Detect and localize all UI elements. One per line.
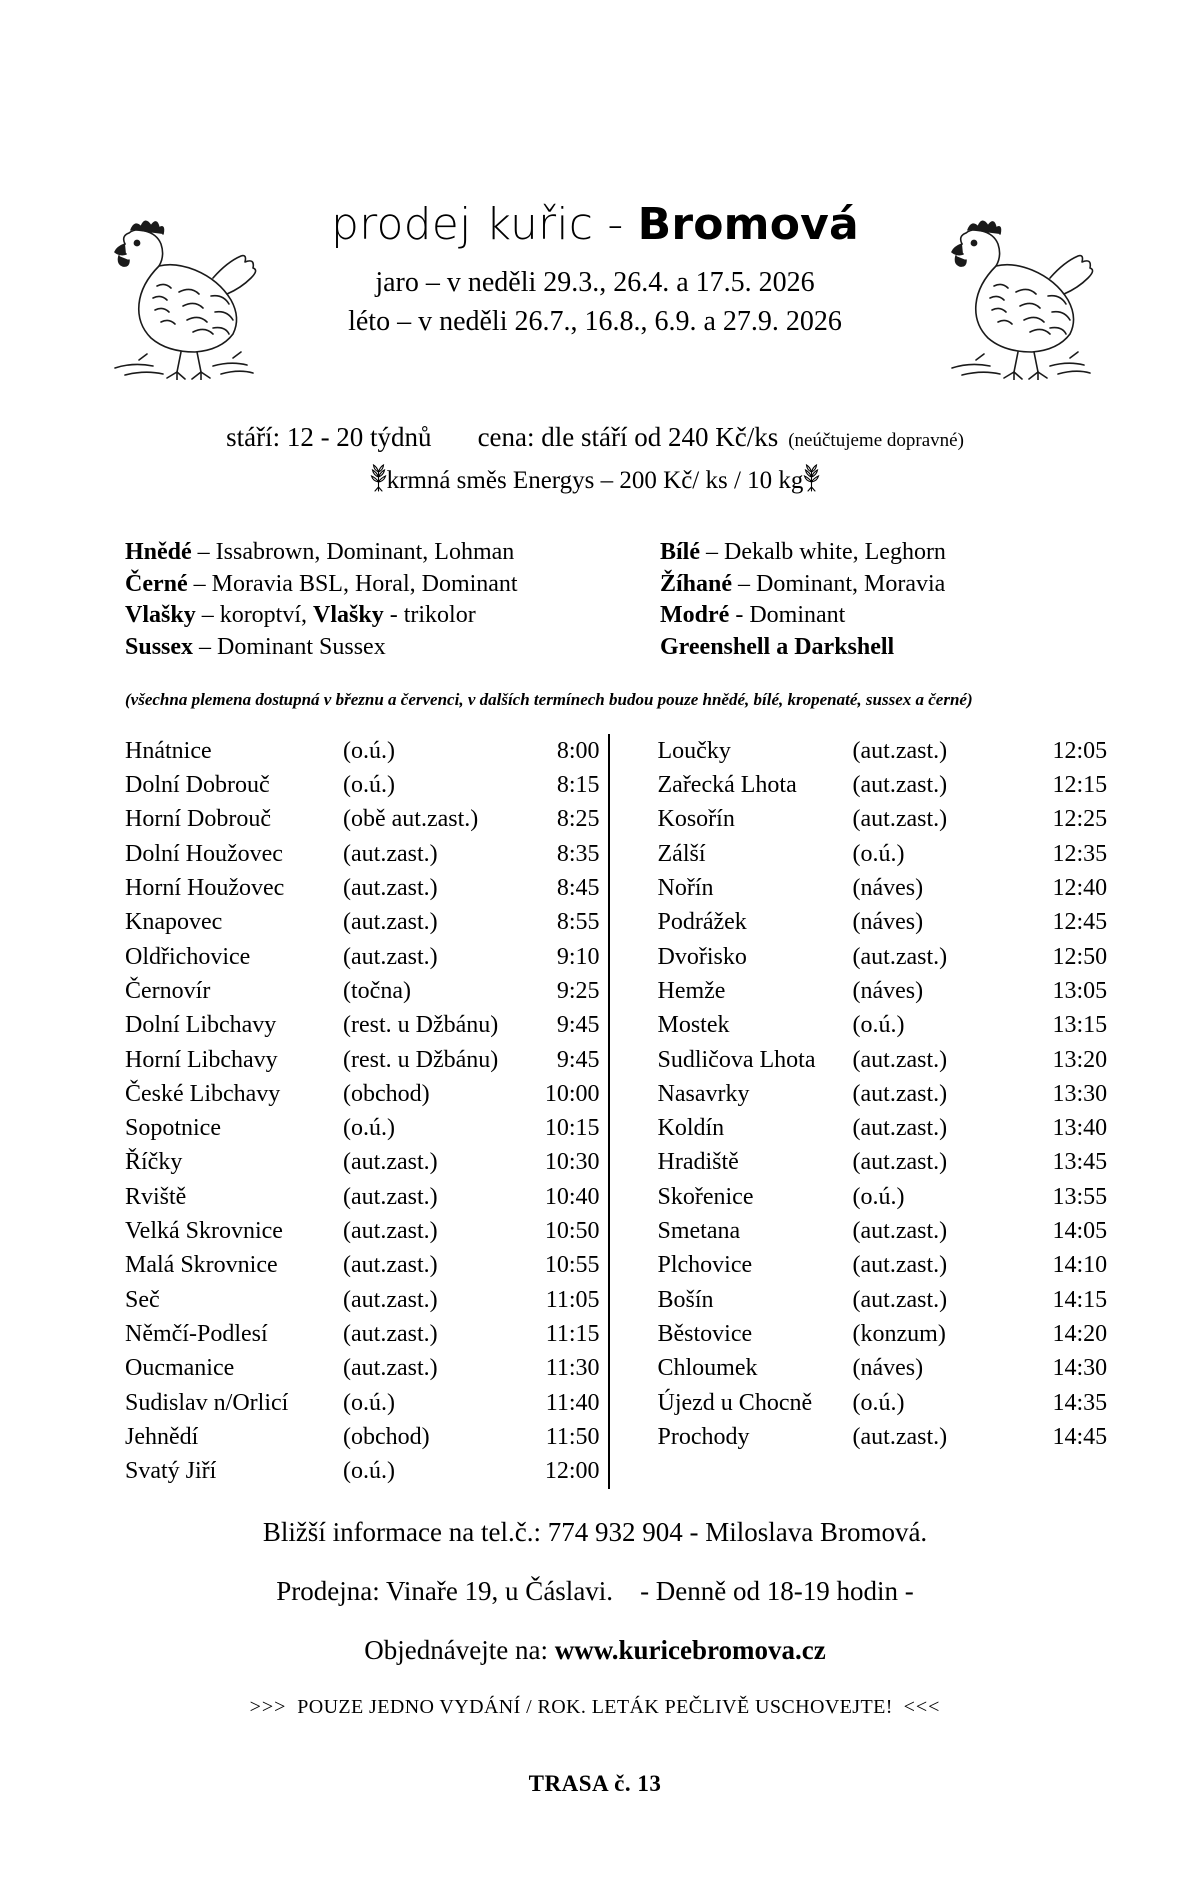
edition-note-text: POUZE JEDNO VYDÁNÍ / ROK. LETÁK PEČLIVĚ USCHOVEJTE! — [297, 1695, 893, 1718]
table-row — [125, 1386, 608, 1420]
stop-time: 11:30 — [545, 1355, 600, 1382]
table-row — [658, 940, 1148, 974]
breed-name: Černé — [125, 570, 188, 597]
stop-time: 10:00 — [544, 1080, 600, 1107]
stop-name: Loučky — [657, 737, 731, 764]
stop-time: 12:05 — [1052, 737, 1108, 764]
table-row — [125, 1111, 608, 1145]
title-bold-part: Bromová — [637, 199, 859, 250]
table-row — [658, 905, 1148, 939]
stop-time: 13:45 — [1052, 1149, 1108, 1176]
table-row — [658, 1351, 1148, 1385]
stop-name: Koldín — [657, 1115, 725, 1142]
stop-time: 8:55 — [556, 909, 600, 936]
stop-place: (obě aut.zast.) — [343, 806, 479, 833]
stop-name: Dvořisko — [657, 943, 747, 970]
edition-note — [70, 1696, 1120, 1719]
stop-time: 11:05 — [545, 1286, 600, 1313]
table-row — [658, 1008, 1148, 1042]
table-row — [125, 1214, 608, 1248]
stop-time: 10:55 — [544, 1252, 600, 1279]
breed-name-alt: Vlašky — [313, 602, 384, 629]
table-row — [658, 1214, 1148, 1248]
stop-time: 11:50 — [545, 1423, 600, 1450]
stop-name: Sudličova Lhota — [657, 1046, 816, 1073]
stop-time: 9:25 — [556, 977, 600, 1004]
stop-time: 8:35 — [556, 840, 600, 867]
breed-line — [125, 632, 600, 664]
stop-place: (o.ú.) — [852, 1389, 905, 1416]
stop-name: Svatý Jiří — [125, 1458, 217, 1485]
breed-name: Bílé — [660, 539, 700, 565]
breed-list: Dominant — [749, 602, 846, 629]
stop-place: (aut.zast.) — [852, 1218, 948, 1245]
stop-time: 12:35 — [1052, 840, 1108, 867]
breed-list-alt: - trikolor — [383, 602, 476, 629]
stop-place: (aut.zast.) — [852, 1149, 948, 1176]
stop-time: 12:45 — [1052, 909, 1108, 936]
stop-time: 13:15 — [1052, 1012, 1108, 1039]
table-row — [125, 734, 608, 768]
breed-sep: – — [191, 539, 216, 565]
stop-place: (aut.zast.) — [852, 1115, 948, 1142]
timetable — [70, 734, 1120, 1489]
stop-place: (aut.zast.) — [343, 1355, 438, 1382]
stop-name: Nasavrky — [657, 1080, 750, 1107]
breed-list: koroptví, — [219, 602, 314, 629]
stop-place: (o.ú.) — [852, 840, 905, 867]
stop-time: 10:30 — [544, 1149, 600, 1176]
table-row — [658, 1145, 1148, 1179]
stop-place: (aut.zast.) — [343, 1252, 438, 1279]
stop-name: Horní Libchavy — [125, 1046, 278, 1073]
stop-place: (rest. u Džbánu) — [343, 1012, 499, 1039]
breed-list: Dominant, Moravia — [756, 570, 946, 597]
stop-place: (aut.zast.) — [343, 874, 438, 901]
stop-place: (aut.zast.) — [852, 772, 948, 798]
stop-place: (o.ú.) — [343, 1458, 395, 1485]
stop-place: (o.ú.) — [852, 1183, 905, 1210]
table-row — [125, 802, 608, 836]
stop-time: 12:50 — [1052, 943, 1108, 970]
table-row — [125, 1077, 608, 1111]
stop-name: Hnátnice — [125, 737, 212, 764]
stop-place: (o.ú.) — [343, 1115, 395, 1142]
arrows-left-icon: >>> — [249, 1695, 287, 1718]
stop-name: Dolní Dobrouč — [125, 772, 270, 798]
stop-time: 14:35 — [1052, 1389, 1108, 1416]
table-row — [658, 768, 1148, 802]
stop-place: (aut.zast.) — [852, 943, 948, 970]
breed-sep: – — [187, 570, 212, 597]
stop-place: (náves) — [852, 874, 924, 901]
stop-place: (náves) — [852, 977, 924, 1004]
stop-name: Oucmanice — [125, 1355, 235, 1382]
breed-line — [125, 600, 600, 632]
feed-row — [70, 463, 1120, 495]
timetable-column-right — [608, 734, 1148, 1489]
stop-place: (obchod) — [343, 1423, 430, 1450]
breed-name: Žíhané — [660, 570, 733, 597]
table-row — [125, 905, 608, 939]
stop-time: 10:50 — [544, 1218, 600, 1245]
stop-name: Kosořín — [657, 806, 735, 833]
header — [70, 200, 1120, 400]
stop-name: Malá Skrovnice — [125, 1252, 278, 1279]
stop-time: 8:15 — [556, 772, 600, 798]
stop-name: Rviště — [125, 1183, 187, 1210]
stop-time: 12:25 — [1052, 806, 1108, 833]
availability-note: (všechna plemena dostupná v březnu a červenci, v dalších termínech budou pouze hnědé, bílé, kropenaté, sussex a černé) — [125, 689, 973, 709]
stop-place: (aut.zast.) — [852, 1423, 948, 1450]
delivery-note: (neúčtujeme dopravné) — [788, 430, 964, 451]
stop-name: Bošín — [657, 1286, 714, 1313]
stop-name: Zálší — [657, 840, 706, 867]
breeds-column-left — [125, 537, 600, 664]
table-row — [125, 974, 608, 1008]
stop-time: 8:25 — [556, 806, 600, 833]
stop-time: 12:40 — [1052, 874, 1108, 901]
table-row — [658, 1283, 1148, 1317]
table-row — [658, 1386, 1148, 1420]
stop-time: 14:30 — [1052, 1355, 1108, 1382]
breed-line — [660, 537, 1135, 569]
stop-time: 13:55 — [1052, 1183, 1108, 1210]
arrows-right-icon: <<< — [903, 1695, 941, 1718]
title-light-part: prodej kuřic - — [331, 199, 638, 250]
stop-time: 9:45 — [556, 1046, 600, 1073]
stop-place: (aut.zast.) — [343, 1321, 438, 1347]
breed-line — [125, 569, 600, 601]
breed-sep: - — [729, 602, 750, 629]
table-row — [125, 871, 608, 905]
timetable-column-left — [125, 734, 608, 1489]
table-row — [125, 940, 608, 974]
stop-name: Oldřichovice — [125, 943, 251, 970]
stop-name: Smetana — [657, 1218, 741, 1245]
wheat-sheaf-icon — [803, 463, 820, 493]
stop-place: (aut.zast.) — [852, 1080, 948, 1107]
stop-place: (točna) — [343, 977, 411, 1004]
stop-time: 10:15 — [544, 1115, 600, 1142]
stop-name: Sopotnice — [125, 1115, 221, 1142]
table-row — [125, 1283, 608, 1317]
hen-icon — [932, 200, 1102, 380]
stop-name: Horní Houžovec — [125, 874, 285, 901]
stop-time: 14:10 — [1052, 1252, 1108, 1279]
order-info — [70, 1634, 1120, 1665]
breeds-column-right — [600, 537, 1135, 664]
summer-dates: léto – v neděli 26.7., 16.8., 6.9. a 27.9. 2026 — [348, 306, 842, 338]
stop-time: 11:40 — [545, 1389, 600, 1416]
price-info: cena: dle stáří od 240 Kč/ks — [477, 422, 779, 452]
breed-list: Dekalb white, Leghorn — [724, 539, 946, 565]
breed-name: Hnědé — [125, 539, 192, 565]
stop-place: (aut.zast.) — [852, 806, 948, 833]
stop-name: Černovír — [125, 977, 211, 1004]
breed-sep: – — [195, 602, 220, 629]
table-row — [125, 1043, 608, 1077]
breed-name: Sussex — [125, 634, 194, 661]
contact-info: Bližší informace na tel.č.: 774 932 904 - Miloslava Bromová. — [262, 1516, 928, 1547]
breed-line — [660, 569, 1135, 601]
stop-name: Mostek — [657, 1012, 730, 1039]
table-row — [658, 1420, 1148, 1454]
table-row — [658, 871, 1148, 905]
stop-name: Dolní Libchavy — [125, 1012, 277, 1039]
stop-name: Hradiště — [657, 1149, 739, 1176]
table-row — [125, 837, 608, 871]
stop-name: Sudislav n/Orlicí — [125, 1389, 289, 1416]
stop-place: (obchod) — [343, 1080, 430, 1107]
stop-place: (o.ú.) — [343, 737, 395, 764]
stop-time: 14:05 — [1052, 1218, 1108, 1245]
breed-list: Issabrown, Dominant, Lohman — [215, 539, 515, 565]
wheat-sheaf-icon — [370, 463, 387, 493]
table-row — [125, 1248, 608, 1282]
stop-time: 9:10 — [556, 943, 600, 970]
stop-name: Běstovice — [657, 1321, 753, 1347]
breed-line — [125, 537, 600, 569]
stop-time: 10:40 — [544, 1183, 600, 1210]
stop-place: (aut.zast.) — [852, 1046, 948, 1073]
table-row — [658, 1111, 1148, 1145]
table-row — [658, 974, 1148, 1008]
shop-hours: - Denně od 18-19 hodin - — [640, 1575, 914, 1606]
stop-time: 14:20 — [1052, 1321, 1108, 1347]
stop-place: (konzum) — [852, 1321, 946, 1347]
stop-time: 12:15 — [1052, 772, 1108, 798]
hen-icon — [95, 200, 265, 380]
stop-name: Knapovec — [125, 909, 223, 936]
table-row — [125, 1008, 608, 1042]
stop-name: Újezd u Chocně — [657, 1389, 813, 1416]
stop-time: 13:30 — [1052, 1080, 1108, 1107]
stop-name: Němčí-Podlesí — [125, 1321, 268, 1347]
breed-sep: – — [732, 570, 757, 597]
stop-time: 14:45 — [1052, 1423, 1108, 1450]
stop-name: Hemže — [657, 977, 726, 1004]
breed-name: Greenshell a Darkshell — [660, 634, 895, 661]
stop-place: (náves) — [852, 1355, 924, 1382]
shop-address: Prodejna: Vinaře 19, u Čáslavi. — [276, 1575, 614, 1606]
stop-place: (aut.zast.) — [852, 737, 948, 764]
stop-name: Říčky — [125, 1149, 183, 1176]
stop-time: 9:45 — [556, 1012, 600, 1039]
stop-name: České Libchavy — [125, 1080, 281, 1107]
table-row — [125, 768, 608, 802]
breed-sep: – — [193, 634, 218, 661]
stop-time: 13:05 — [1052, 977, 1108, 1004]
stop-name: Velká Skrovnice — [125, 1218, 283, 1245]
table-row — [658, 1317, 1148, 1351]
age-info: stáří: 12 - 20 týdnů — [226, 422, 432, 452]
stop-time: 8:00 — [556, 737, 600, 764]
stop-name: Dolní Houžovec — [125, 840, 283, 867]
stop-place: (náves) — [852, 909, 924, 936]
breed-sep: – — [700, 539, 724, 565]
website-link[interactable]: www.kuricebromova.cz — [554, 1634, 826, 1665]
stop-place: (aut.zast.) — [343, 909, 438, 936]
table-row — [125, 1420, 608, 1454]
breed-line — [660, 600, 1135, 632]
stop-place: (aut.zast.) — [343, 1286, 438, 1313]
table-row — [125, 1317, 608, 1351]
breed-line — [660, 632, 1135, 664]
table-row — [658, 1043, 1148, 1077]
stop-name: Seč — [125, 1286, 160, 1313]
stop-time: 14:15 — [1052, 1286, 1108, 1313]
stop-place: (rest. u Džbánu) — [343, 1046, 499, 1073]
table-row — [125, 1180, 608, 1214]
page-title — [260, 200, 930, 251]
table-row — [658, 837, 1148, 871]
stop-name: Skořenice — [657, 1183, 754, 1210]
stop-place: (aut.zast.) — [343, 840, 438, 867]
table-row — [658, 1248, 1148, 1282]
stop-name: Jehnědí — [125, 1423, 199, 1450]
stop-name: Nořín — [657, 874, 714, 901]
stop-time: 13:40 — [1052, 1115, 1108, 1142]
table-row — [125, 1145, 608, 1179]
stop-place: (aut.zast.) — [343, 1183, 438, 1210]
stop-place: (o.ú.) — [852, 1012, 905, 1039]
stop-place: (o.ú.) — [343, 1389, 395, 1416]
stop-name: Prochody — [657, 1423, 750, 1450]
flyer-page — [0, 200, 1190, 1883]
stop-place: (aut.zast.) — [343, 943, 438, 970]
stop-place: (aut.zast.) — [343, 1149, 438, 1176]
spring-dates: jaro – v neděli 29.3., 26.4. a 17.5. 2026 — [375, 266, 815, 298]
table-row — [658, 802, 1148, 836]
stop-name: Chloumek — [657, 1355, 758, 1382]
table-row — [658, 1180, 1148, 1214]
breeds-section — [70, 537, 1120, 664]
table-row — [125, 1454, 608, 1488]
breed-list: Dominant Sussex — [217, 634, 386, 661]
stop-name: Horní Dobrouč — [125, 806, 271, 833]
pricing-row — [70, 422, 1120, 453]
stop-name: Podrážek — [657, 909, 747, 936]
stop-place: (aut.zast.) — [343, 1218, 438, 1245]
shop-info — [70, 1575, 1120, 1606]
breed-list: Moravia BSL, Horal, Dominant — [211, 570, 518, 597]
footer — [70, 1516, 1120, 1797]
stop-name: Zařecká Lhota — [657, 772, 797, 798]
breed-name: Modré — [660, 602, 730, 629]
order-prefix: Objednávejte na: — [364, 1634, 555, 1665]
stop-place: (o.ú.) — [343, 772, 395, 798]
stop-time: 8:45 — [556, 874, 600, 901]
feed-text: krmná směs Energys – 200 Kč/ ks / 10 kg — [386, 467, 804, 494]
breed-name: Vlašky — [125, 602, 196, 629]
route-number: TRASA č. 13 — [528, 1770, 662, 1796]
stop-time: 12:00 — [544, 1458, 600, 1485]
stop-place: (aut.zast.) — [852, 1286, 948, 1313]
stop-time: 11:15 — [545, 1321, 600, 1347]
table-row — [658, 1077, 1148, 1111]
stop-place: (aut.zast.) — [852, 1252, 948, 1279]
table-row — [658, 734, 1148, 768]
table-row — [125, 1351, 608, 1385]
stop-time: 13:20 — [1052, 1046, 1108, 1073]
stop-name: Plchovice — [657, 1252, 753, 1279]
